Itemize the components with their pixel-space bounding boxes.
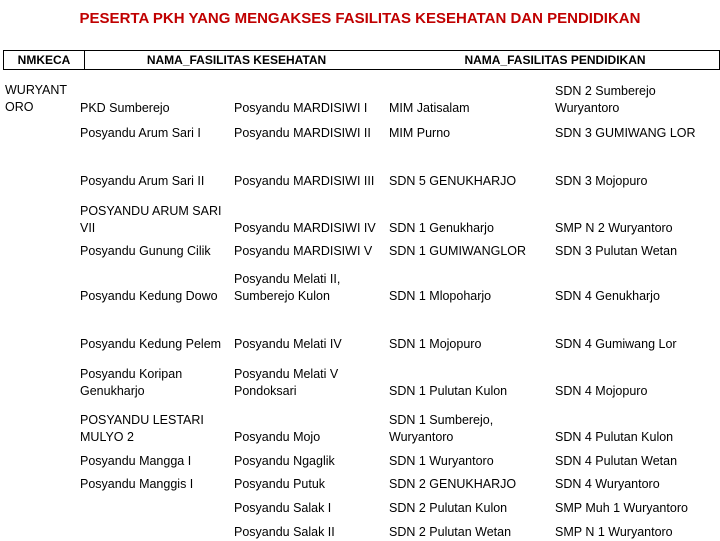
- fasilitas-pendidikan-2: SMP Muh 1 Wuryantoro: [555, 501, 688, 515]
- fasilitas-kesehatan-1: Posyandu Kedung Pelem: [80, 337, 222, 351]
- fasilitas-pendidikan-1: SDN 2 Pulutan Wetan: [389, 525, 512, 539]
- fasilitas-kesehatan-2: Posyandu Salak I: [234, 501, 332, 515]
- fasilitas-pendidikan-2: SDN 4 Mojopuro: [555, 384, 648, 398]
- fasilitas-pendidikan-1: SDN 1 GUMIWANGLOR: [389, 244, 527, 258]
- fasilitas-pendidikan-1: SDN 5 GENUKHARJO: [389, 174, 517, 188]
- fasilitas-pendidikan-1: SDN 1 Pulutan Kulon: [389, 384, 508, 398]
- fasilitas-kesehatan-2: Posyandu Ngaglik: [234, 454, 335, 468]
- fasilitas-kesehatan-2: Posyandu Putuk: [234, 477, 326, 491]
- fasilitas-pendidikan-1: SDN 2 Pulutan Kulon: [389, 501, 508, 515]
- fasilitas-kesehatan-2: Posyandu Melati V Pondoksari: [234, 367, 339, 398]
- fasilitas-pendidikan-2: SDN 4 Pulutan Kulon: [555, 430, 674, 444]
- fasilitas-pendidikan-2: SDN 3 Mojopuro: [555, 174, 648, 188]
- fasilitas-kesehatan-2: Posyandu MARDISIWI IV: [234, 221, 376, 235]
- fasilitas-pendidikan-1: MIM Purno: [389, 126, 451, 140]
- header-fasilitas-kesehatan: NAMA_FASILITAS KESEHATAN: [146, 53, 327, 67]
- fasilitas-kesehatan-2: Posyandu Salak II: [234, 525, 335, 539]
- fasilitas-kesehatan-1: Posyandu Arum Sari I: [80, 126, 201, 140]
- fasilitas-pendidikan-2: SDN 4 Pulutan Wetan: [555, 454, 678, 468]
- fasilitas-pendidikan-1: SDN 1 Mlopoharjo: [389, 289, 492, 303]
- fasilitas-pendidikan-2: SDN 2 Sumberejo Wuryantoro: [555, 84, 656, 115]
- fasilitas-pendidikan-1: SDN 1 Sumberejo, Wuryantoro: [389, 413, 494, 444]
- fasilitas-kesehatan-1: POSYANDU LESTARI MULYO 2: [80, 413, 204, 444]
- fasilitas-kesehatan-1: Posyandu Mangga I: [80, 454, 192, 468]
- fasilitas-kesehatan-1: Posyandu Koripan Genukharjo: [80, 367, 183, 398]
- fasilitas-pendidikan-1: SDN 1 Wuryantoro: [389, 454, 494, 468]
- fasilitas-kesehatan-2: Posyandu MARDISIWI II: [234, 126, 371, 140]
- fasilitas-pendidikan-1: SDN 2 GENUKHARJO: [389, 477, 517, 491]
- fasilitas-pendidikan-1: MIM Jatisalam: [389, 101, 470, 115]
- kecamatan-name: WURYANTORO: [5, 83, 68, 114]
- fasilitas-pendidikan-2: SDN 4 Gumiwang Lor: [555, 337, 677, 351]
- table-header: [3, 50, 720, 70]
- fasilitas-kesehatan-2: Posyandu Melati II, Sumberejo Kulon: [234, 272, 341, 303]
- fasilitas-kesehatan-1: POSYANDU ARUM SARI VII: [80, 204, 222, 235]
- fasilitas-kesehatan-1: Posyandu Manggis I: [80, 477, 194, 491]
- fasilitas-pendidikan-2: SMP N 1 Wuryantoro: [555, 525, 673, 539]
- fasilitas-kesehatan-2: Posyandu MARDISIWI III: [234, 174, 375, 188]
- fasilitas-pendidikan-2: SDN 4 Genukharjo: [555, 289, 660, 303]
- fasilitas-pendidikan-2: SDN 4 Wuryantoro: [555, 477, 660, 491]
- header-kecamatan: NMKECA: [4, 51, 85, 69]
- fasilitas-pendidikan-1: SDN 1 Mojopuro: [389, 337, 482, 351]
- fasilitas-pendidikan-2: SDN 3 Pulutan Wetan: [555, 244, 678, 258]
- fasilitas-pendidikan-1: SDN 1 Genukharjo: [389, 221, 494, 235]
- header-fasilitas-pendidikan: NAMA_FASILITAS PENDIDIKAN: [464, 53, 646, 67]
- fasilitas-kesehatan-2: Posyandu Mojo: [234, 430, 321, 444]
- fasilitas-pendidikan-2: SMP N 2 Wuryantoro: [555, 221, 673, 235]
- fasilitas-kesehatan-1: PKD Sumberejo: [80, 101, 170, 115]
- fasilitas-kesehatan-2: Posyandu MARDISIWI I: [234, 101, 368, 115]
- fasilitas-kesehatan-1: Posyandu Gunung Cilik: [80, 244, 211, 258]
- fasilitas-pendidikan-2: SDN 3 GUMIWANG LOR: [555, 126, 696, 140]
- fasilitas-kesehatan-2: Posyandu Melati IV: [234, 337, 342, 351]
- fasilitas-kesehatan-1: Posyandu Arum Sari II: [80, 174, 205, 188]
- fasilitas-kesehatan-1: Posyandu Kedung Dowo: [80, 289, 218, 303]
- fasilitas-kesehatan-2: Posyandu MARDISIWI V: [234, 244, 373, 258]
- page-title: PESERTA PKH YANG MENGAKSES FASILITAS KESEHATAN DAN PENDIDIKAN: [79, 10, 641, 27]
